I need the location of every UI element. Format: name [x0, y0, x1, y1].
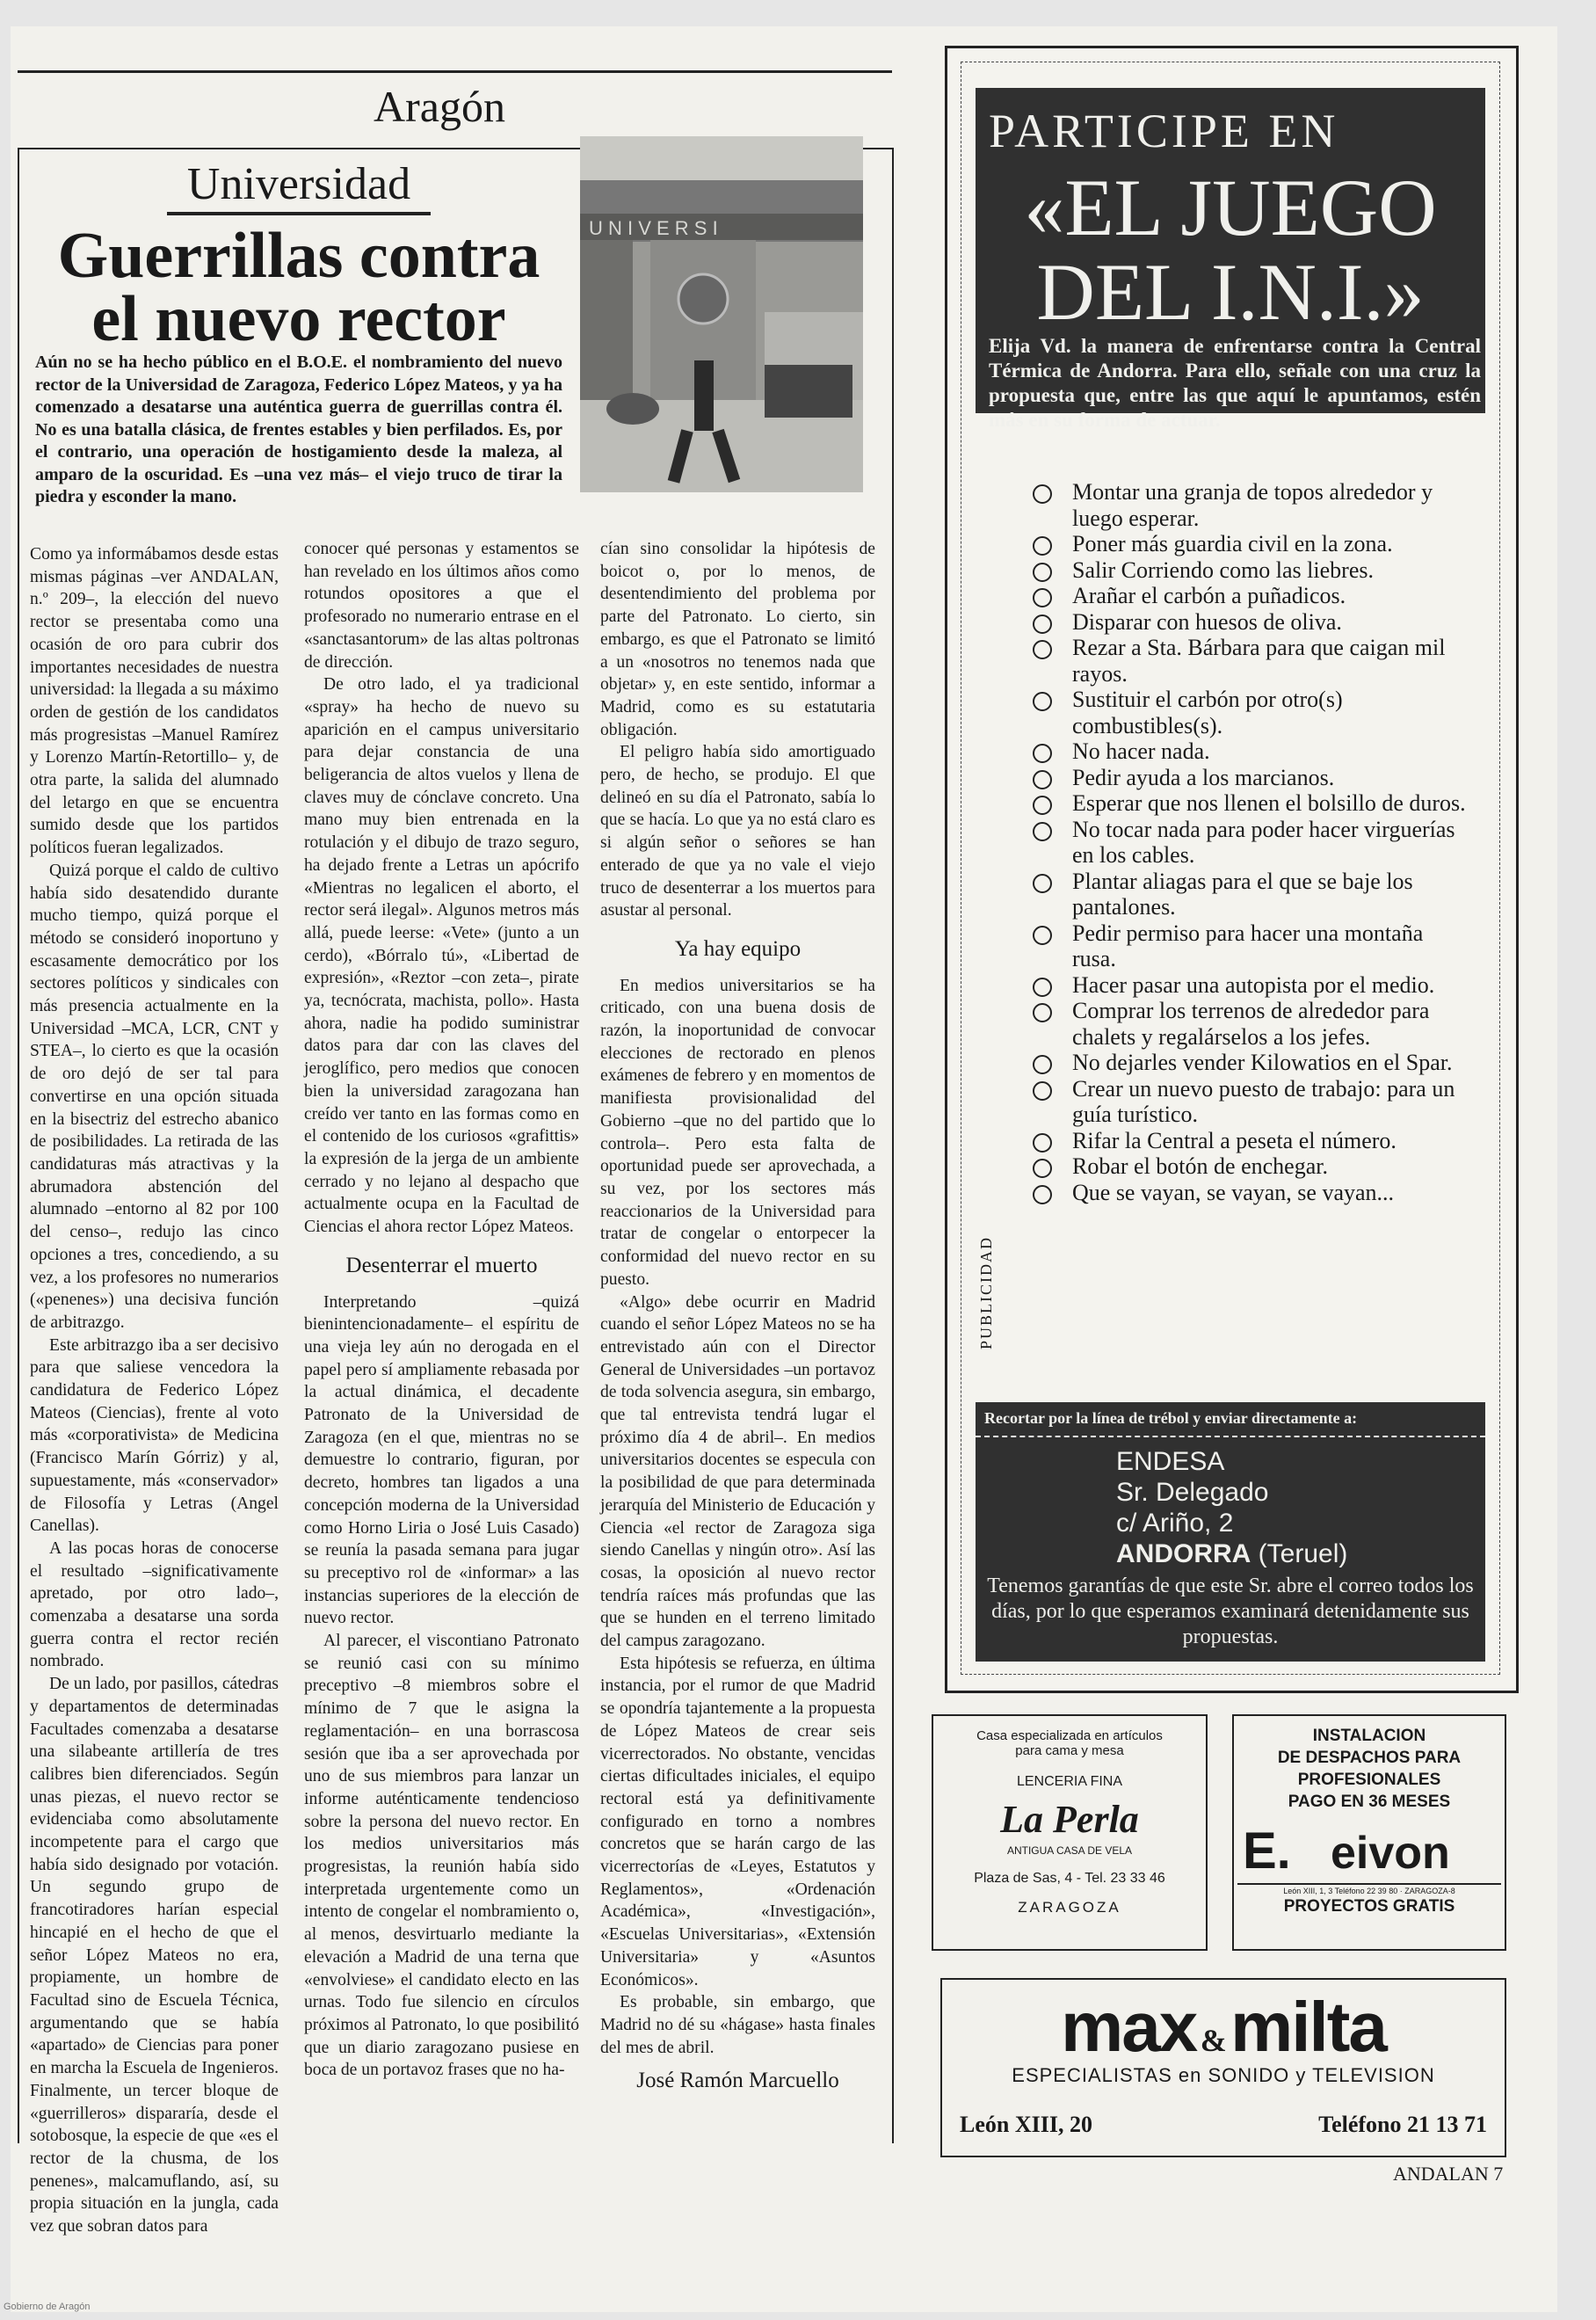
coupon-footer-text: Tenemos garantías de que este Sr. abre el correo todos los días, por lo que esperamos examinará detenidamente sus propuestas. — [987, 1575, 1474, 1648]
checkbox-circle-icon[interactable] — [1033, 926, 1052, 945]
col1-paragraph: A las pocas horas de conocerse el resultado –significativamente apretado, por otro lado–, comenzaba a desatarse una sorda guerra contra el rector recién nombrado. — [30, 1538, 279, 1671]
archive-credit: Gobierno de Aragón — [4, 2302, 91, 2312]
checkbox-circle-icon[interactable] — [1033, 640, 1052, 659]
top-rule — [18, 70, 892, 73]
ad-option-text: Salir Corriendo como las liebres. — [1072, 556, 1374, 583]
checkbox-circle-icon[interactable] — [1033, 615, 1052, 634]
ad-option-text: Pedir ayuda a los marcianos. — [1072, 764, 1335, 790]
university-gate-photo — [580, 136, 863, 492]
checkbox-circle-icon[interactable] — [1033, 1081, 1052, 1101]
checkbox-circle-icon[interactable] — [1033, 1133, 1052, 1153]
article-column-3 — [600, 538, 875, 2092]
col1-paragraph: Quizá porque el caldo de cultivo había sido desatendido durante mucho tiempo, quizá porque el método se consideró inoportuno y escasamente democrático por los sectores políticos y sindicales con más presencia actualmente en la Universidad –MCA, LCR, CNT y STEA–, lo cierto es que la ocasión de oro dejó de ser tal para convertirse en una opción situada en la bisectriz del estrecho abanico de posibilidades. La retirada de las candidaturas más atractivas y la abrumadora abstención del alumnado –entorno al 82 por 100 del censo–, redujo las cinco opciones a tres, concediendo, a su vez, a los profesores no numerarios («penenes») una decisiva función de arbitrazgo. — [30, 861, 279, 1332]
checkbox-circle-icon[interactable] — [1033, 484, 1052, 504]
ad-option-text: Plantar aliagas para el que se baje los pantalones. — [1072, 868, 1413, 920]
eivon-address: León XIII, 1, 3 Teléfono 22 39 80 · ZARAGOZA-8 — [1237, 1883, 1501, 1895]
col2-paragraph: Interpretando –quizá bienintencionadamente– el espíritu de una vieja ley aún no derogada en el papel pero sí ampliamente rebasada por la actual dinámica, el decadente Patronato de la Universidad de Zaragoza (en el que, mientras no se demuestre lo contrario, figuran, por decreto, hombres tan ligados a una concepción moderna de la Universidad como Horno Liria o José Luis Casado) se reunía la pasada semana para jugar su preceptivo rol de «informar» a las instancias superiores de la elección de nuevo rector. — [304, 1292, 579, 1628]
ad-option — [1028, 765, 1468, 791]
ad-option — [1028, 738, 1468, 765]
ad-option-text: No hacer nada. — [1072, 738, 1210, 764]
address-line-1: ENDESA — [1116, 1447, 1225, 1476]
checkbox-circle-icon[interactable] — [1033, 1185, 1052, 1204]
ad-option — [1028, 1050, 1468, 1076]
checkbox-circle-icon[interactable] — [1033, 744, 1052, 763]
checkbox-circle-icon[interactable] — [1033, 1003, 1052, 1022]
max-logo-word-1: max — [1061, 1988, 1197, 2066]
col1-paragraph: De un lado, por pasillos, cátedras y departamentos de determinadas Facultades comenzaba a desatarse una silabeante artillería de tres calibres bien diferenciados. Según unas piezas, el nuevo rector se evidenciaba como absolutamente incompetente para el cargo que había sido designado por votación. Un segundo grupo de francotiradores harían especial hincapié en el hecho de que el señor López Mateos no era, propiamente, un hombre de Facultad sino de Escuela Técnica, argumentando que se había «apartado» de Ciencias para poner en marcha la Escuela de Ingenieros. Finalmente, un tercer bloque de «guerrilleros» dispararía, desde el sotobosque, la especie de que «es el rector de la chusma, de los penenes», malcamuflando, así, su propia situación en la jungla, cada vez que sobran datos para — [30, 1675, 279, 2236]
eivon-headline — [1234, 1725, 1505, 1813]
max-milta-advert — [940, 1978, 1506, 2157]
perla-line-2: para cama y mesa — [1015, 1743, 1124, 1758]
perla-logo: La Perla — [1000, 1798, 1139, 1841]
ad-option-text: Montar una granja de topos alrededor y luego esperar. — [1072, 479, 1433, 531]
col2-paragraph: Al parecer, el viscontiano Patronato se reunió casi con su mínimo preceptivo –8 miembros sobre el mínimo de 7 que le asigna la reglamentación– en una borrascosa sesión que iba a ser aprovechada por uno de sus miembros para lanzar un informe auténticamente tendencioso sobre la persona del nuevo rector. En los medios universitarios más progresistas, la reunión había sido interpretada urgentemente como un intento de congelar el nombramiento o, al menos, desvirtuarlo mediante la elevación a Madrid de una terna que «envolviese» el candidato electo en las urnas. Todo fue silencio en círculos próximos al Patronato, lo que posibilitó que un diario zaragozano pusiese en boca de un portavoz frases que no ha- — [304, 1632, 579, 2080]
publicidad-label: PUBLICIDAD — [977, 1235, 995, 1349]
la-perla-advert — [932, 1714, 1208, 1951]
ad-option — [1028, 998, 1468, 1050]
address-line-3: c/ Ariño, 2 — [1116, 1509, 1234, 1538]
ad-option-text: Poner más guardia civil en la zona. — [1072, 531, 1393, 556]
ad-option — [1028, 1076, 1468, 1128]
headline-line-1: Guerrillas contra — [57, 220, 540, 292]
perla-line-1: Casa especializada en artículos — [976, 1728, 1163, 1743]
article-lede: Aún no se ha hecho público en el B.O.E. el nombramiento del nuevo rector de la Universidad de Zaragoza, Federico López Mateos, y ya ha comenzado a desatarse una auténtica guerra de guerrillas contra él. No es una batalla clásica, de frentes estables y bien perfilados. Es, por el contrario, una operación de hostigamiento desde la maleza, al amparo de la oscuridad. Es –una vez más– el viejo truco de tirar la piedra y esconder la mano. — [35, 353, 562, 506]
ad-title-line-1: «EL JUEGO — [1024, 163, 1437, 252]
checkbox-circle-icon[interactable] — [1033, 588, 1052, 607]
checkbox-circle-icon[interactable] — [1033, 874, 1052, 893]
col3-paragraph: «Algo» debe ocurrir en Madrid cuando el señor López Mateos no se ha entrevistado aún con el Director General de Universidades –un portavoz de toda solvencia asegura, sin embargo, que tal entrevista tendrá lugar el próximo día 4 de abril–. En medios universitarios docentes se especula con la posibilidad de que para determinada jerarquía del Ministerio de Educación y Ciencia «el rector de Zaragoza siga siendo Canellas y ningún otro». Así las cosas, la oposición al nuevo rector tendría raíces más profundas que las que se hunden en el terreno limitado del campus zaragozano. — [600, 1292, 875, 1651]
headline-line-2: el nuevo rector — [91, 283, 506, 355]
eivon-logo-name: eivon — [1331, 1828, 1450, 1879]
ad-option — [1028, 869, 1468, 920]
article-kicker: Universidad — [167, 158, 431, 215]
ad-option-text: No tocar nada para poder hacer virguerías en los cables. — [1072, 816, 1455, 868]
max-logo-amp: & — [1200, 2023, 1227, 2058]
ad-option — [1028, 583, 1468, 609]
coupon-address — [1116, 1446, 1347, 1569]
max-phone: Teléfono 21 13 71 — [1318, 2112, 1487, 2137]
coupon-instruction: Recortar por la línea de trébol y enviar directamente a: — [984, 1409, 1358, 1427]
eivon-logo — [1234, 1822, 1505, 1883]
eivon-line-1: INSTALACION — [1312, 1727, 1426, 1745]
ad-option — [1028, 531, 1468, 557]
checkbox-circle-icon[interactable] — [1033, 796, 1052, 815]
section-title: Aragón — [374, 82, 505, 131]
max-address: León XIII, 20 — [960, 2112, 1092, 2137]
ad-option-text: Comprar los terrenos de alrededor para chalets y regalárselos a los jefes. — [1072, 998, 1430, 1050]
ad-option-text: Disparar con huesos de oliva. — [1072, 608, 1342, 635]
checkbox-circle-icon[interactable] — [1033, 822, 1052, 841]
address-province: (Teruel) — [1251, 1539, 1348, 1568]
ad-option-text: Rezar a Sta. Bárbara para que caigan mil rayos. — [1072, 635, 1446, 687]
col3-paragraph: cían sino consolidar la hipótesis de boicot o, por lo menos, de desentendimiento del problema por parte del Patronato. Lo cierto, sin embargo, es que el Patronato se limitó a un «nosotros no tenemos nada que objetar» y, en este sentido, informar a Madrid, como es su estatutaria obligación. — [600, 540, 875, 739]
col2-paragraph: De otro lado, el ya tradicional «spray» ha hecho de nuevo su aparición en el campus universitario para dejar constancia de una beligerancia de altos vuelos y llena de claves muy de cónclave concreto. Una mano muy bien entrenada en la rotulación y el dibujo de trazo seguro, ha dejado frente a Letras un apócrifo «Mientras no legalicen el aborto, el rector será ilegal». Algunos metros más allá, puede leerse: «Vete» (junto a un cerdo), «Bórralo tú», «Libertad de expresión», «Reztor –con zeta–, pirate ya, tecnócrata, machista, pollo». Hasta ahora, nadie ha podido suministrar datos para dar con las claves del jeroglífico, pero medios que conocen bien la universidad zaragozana han creído ver tanto en las formas como en el contenido de los curiosos «grafittis» la expresión de la jerga de un ambiente cerrado y no lejano al despacho que actualmente ocupa en la Facultad de Ciencias el ahora rector López Mateos. — [304, 675, 579, 1237]
checkbox-circle-icon[interactable] — [1033, 978, 1052, 997]
subhead-desenterrar: Desenterrar el muerto — [345, 1253, 538, 1277]
eivon-advert — [1232, 1714, 1506, 1951]
ad-line-participe: PARTICIPE EN — [989, 105, 1339, 157]
ad-option — [1028, 479, 1468, 531]
perla-line-6: ZARAGOZA — [1018, 1899, 1121, 1916]
subhead-ya-hay-equipo: Ya hay equipo — [674, 936, 802, 961]
ad-title — [976, 163, 1485, 337]
coupon-cut-line — [976, 1436, 1485, 1437]
article-column-1 — [30, 543, 279, 2238]
article-frame-left — [18, 148, 19, 2143]
page-footer: ANDALAN 7 — [1393, 2163, 1504, 2185]
ad-option-text: Rifar la Central a peseta el número. — [1072, 1127, 1396, 1153]
col3-paragraph: Es probable, sin embargo, que Madrid no dé su «hágase» hasta finales del mes de abril. — [600, 1993, 875, 2057]
ad-option-text: No dejarles vender Kilowatios en el Spar. — [1072, 1050, 1453, 1075]
ad-option — [1028, 687, 1468, 738]
checkbox-circle-icon[interactable] — [1033, 770, 1052, 789]
col3-paragraph: En medios universitarios se ha criticado, con una buena dosis de razón, la inoportunidad de convocar elecciones de rectorado en plenos exámenes de febrero y en momentos de manifiesta provisionalidad del Gobierno –que no del partido que lo controla–. Pero esta falta de oportunidad puede ser aprovechada, a su vez, por los sectores más reaccionarios de la Universidad para tratar de congelar o entorpecer la conformidad del nuevo rector en su puesto. — [600, 976, 875, 1289]
checkbox-circle-icon[interactable] — [1033, 692, 1052, 711]
eivon-line-4: PAGO EN 36 MESES — [1288, 1793, 1451, 1811]
col1-paragraph: Como ya informábamos desde estas mismas páginas –ver ANDALAN, n.º 209–, la elección del nuevo rector se presentaba como una ocasión de oro para cubrir dos importantes necesidades de nuestra universidad: la llegada a su máximo orden de gestión de los candidatos más progresistas –Manuel Ramírez y Lorenzo Martín-Retortillo– y, de otra parte, la salida del alumnado del letargo en que se encuentra sumido desde que los partidos políticos fueran legalizados. — [30, 545, 279, 858]
ad-option — [1028, 790, 1468, 817]
checkbox-circle-icon[interactable] — [1033, 1159, 1052, 1178]
col2-paragraph: conocer qué personas y estamentos se han revelado en los últimos años como rotundos opositores a que el profesorado no numerario entrase en el «sanctasantorum» de las altas poltronas de dirección. — [304, 540, 579, 672]
checkbox-circle-icon[interactable] — [1033, 536, 1052, 556]
address-line-2: Sr. Delegado — [1116, 1478, 1269, 1507]
address-city: ANDORRA — [1116, 1539, 1251, 1568]
ad-option-text: Arañar el carbón a puñadicos. — [1072, 583, 1346, 608]
ad-options-list — [1028, 479, 1468, 1205]
photo-sign-text: U N I V E R S I — [589, 217, 718, 239]
ad-option — [1028, 972, 1468, 999]
ad-option — [1028, 1180, 1468, 1206]
article-column-2 — [304, 538, 579, 2082]
max-logo-word-2: milta — [1230, 1988, 1386, 2066]
article-frame-right — [892, 148, 894, 2143]
eivon-line-3: PROFESIONALES — [1297, 1771, 1441, 1789]
ad-title-line-2: DEL I.N.I.» — [1036, 247, 1425, 337]
eivon-line-2: DE DESPACHOS PARA — [1277, 1749, 1462, 1767]
article-byline: José Ramón Marcuello — [636, 2069, 839, 2093]
ad-option-text: Robar el botón de enchegar. — [1072, 1153, 1328, 1179]
col1-paragraph: Este arbitrazgo iba a ser decisivo para que saliese vencedora la candidatura de Federico López Mateos (Ciencias), frente al voto más «corporativista» de Medicina (Francisco Marín Górriz) y al, supuestamente, más «conservador» de Filosofía y Letras (Angel Canellas). — [30, 1335, 279, 1536]
ad-option — [1028, 1128, 1468, 1154]
ad-option — [1028, 817, 1468, 869]
ad-option — [1028, 635, 1468, 687]
checkbox-circle-icon[interactable] — [1033, 1055, 1052, 1074]
eivon-logo-e: E. — [1243, 1822, 1291, 1880]
ad-option — [1028, 557, 1468, 584]
ad-option-text: Sustituir el carbón por otro(s) combustibles(s). — [1072, 687, 1343, 738]
perla-line-3: LENCERIA FINA — [1016, 1774, 1123, 1789]
col3-paragraph: El peligro había sido amortiguado pero, de hecho, se produjo. El que delineó en su día el Patronato, sabía lo que se hacía. Lo que ya no está claro es si algún señor o señores se han enterado de que ya no vale el viejo truco de desenterrar a los muertos para asustar al personal. — [600, 743, 875, 920]
ad-option-text: Que se vayan, se vayan, se vayan... — [1072, 1179, 1395, 1205]
ad-option — [1028, 1153, 1468, 1180]
perla-line-5: Plaza de Sas, 4 - Tel. 23 33 46 — [974, 1871, 1165, 1886]
ad-option-text: Hacer pasar una autopista por el medio. — [1072, 971, 1435, 998]
checkbox-circle-icon[interactable] — [1033, 563, 1052, 582]
max-tagline: ESPECIALISTAS en SONIDO y TELEVISION — [1012, 2064, 1435, 2086]
address-line-4 — [1116, 1538, 1347, 1569]
ad-option-text: Pedir permiso para hacer una montaña rusa. — [1072, 920, 1424, 971]
ad-option-text: Crear un nuevo puesto de trabajo: para un guía turístico. — [1072, 1075, 1455, 1127]
ad-option — [1028, 920, 1468, 972]
ad-option — [1028, 609, 1468, 636]
article-headline — [26, 220, 571, 355]
col3-paragraph: Esta hipótesis se refuerza, en última instancia, por el rumor de que Madrid se opondría tajantemente a la propuesta de López Mateos de crear seis vicerrectorados. No obstante, vencidas ciertas dificultades iniciales, el equipo rectoral está ya definitivamente configurado en torno a nombres concretos que se harán cargo de las vicerrectorías de «Leyes, Estatutos y Reglamentos», «Ordenación Académica», «Investigación», «Escuelas Universitarias», «Extensión Universitaria» y «Asuntos Económicos». — [600, 1654, 875, 1989]
ad-option-text: Esperar que nos llenen el bolsillo de duros. — [1072, 790, 1466, 816]
ad-intro: Elija Vd. la manera de enfrentarse contra la Central Térmica de Andorra. Para ello, señale con una cruz la propuesta que, entre las que aquí le apuntamos, estén más en su forma de actuar. — [989, 335, 1481, 431]
eivon-line-5: PROYECTOS GRATIS — [1283, 1897, 1455, 1916]
coupon-address-box — [976, 1402, 1485, 1662]
max-milta-logo — [942, 1987, 1505, 2068]
perla-line-4: ANTIGUA CASA DE VELA — [1006, 1844, 1133, 1857]
